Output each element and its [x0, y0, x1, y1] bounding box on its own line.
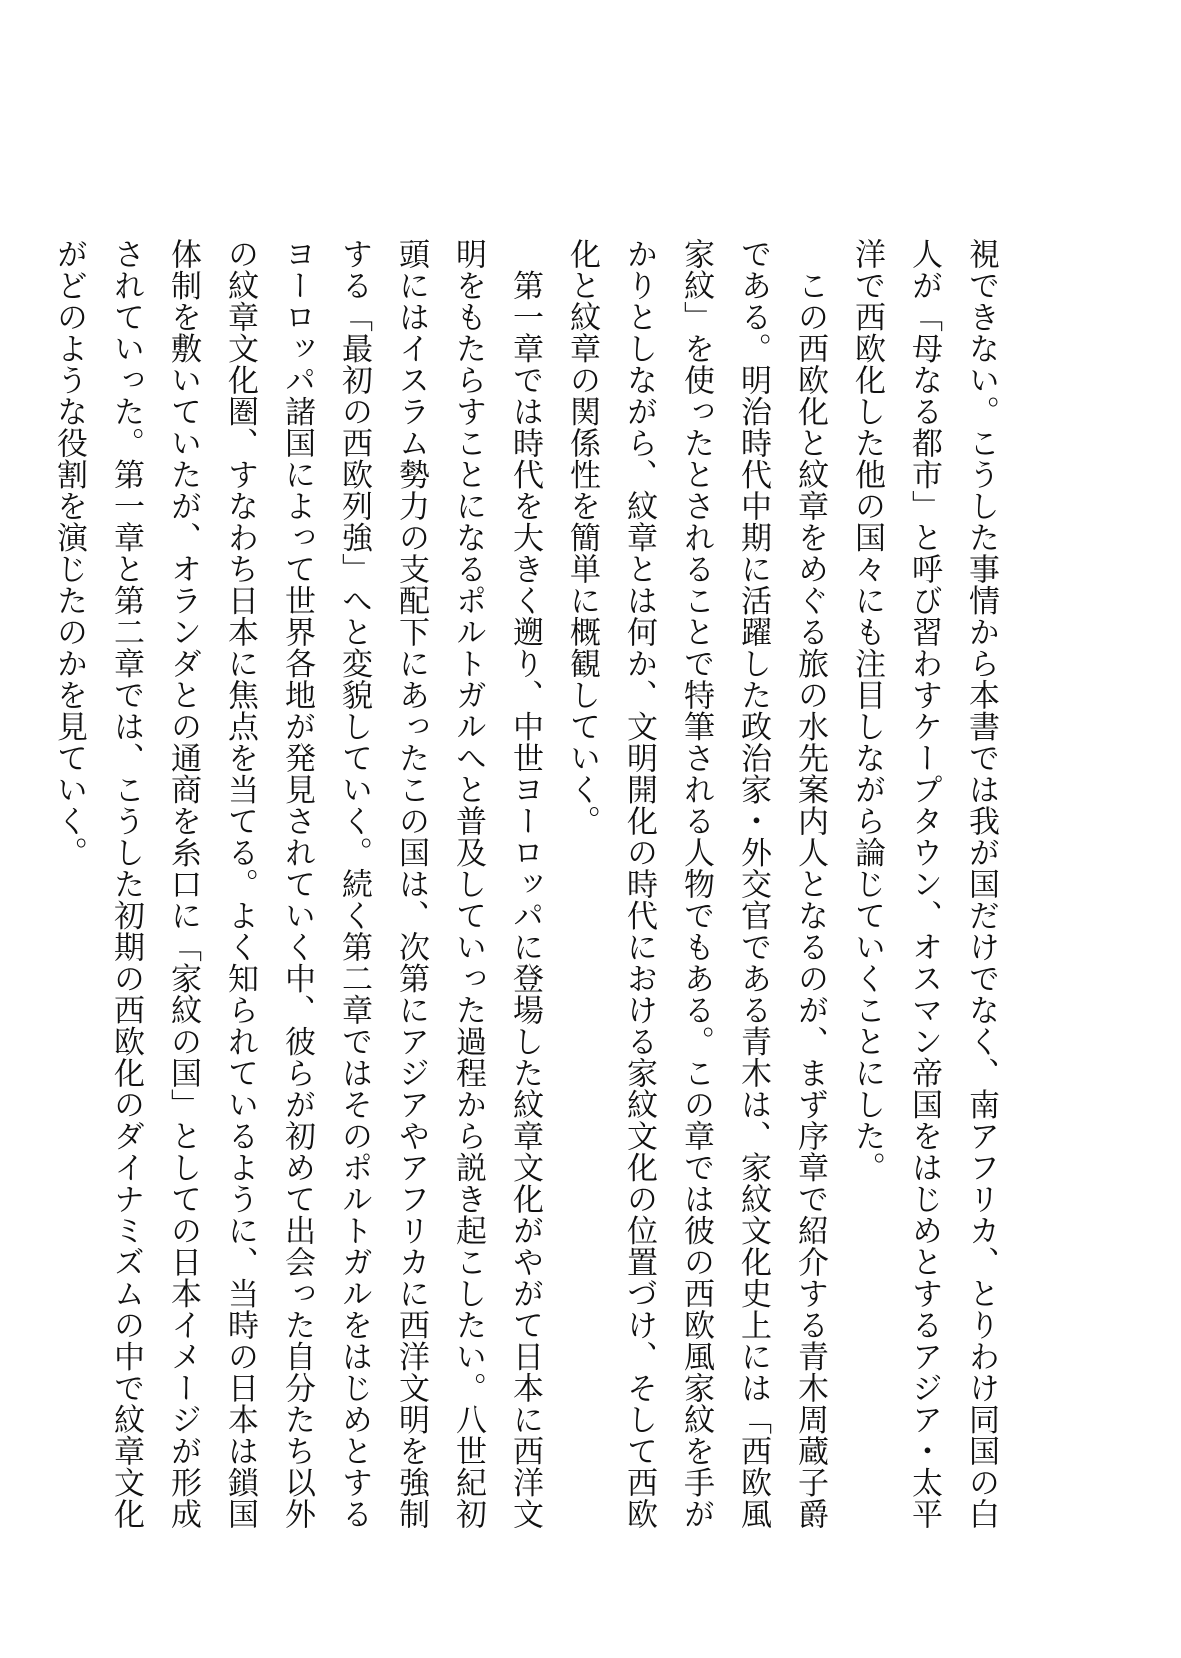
text-line: 洋で西欧化した他の国々にも注目しながら論じていくことにした。 [849, 238, 885, 1183]
text-line: 人が「母なる都市」と呼び習わすケープタウン、オスマン帝国をはじめとするアジア・太平 [906, 238, 942, 1530]
text-line: する「最初の西欧列強」へと変貌していく。続く第二章ではそのポルトガルをはじめとする [336, 238, 372, 1530]
text-line: されていった。第一章と第二章では、こうした初期の西欧化のダイナミズムの中で紋章文化 [108, 238, 144, 1530]
text-line: 化と紋章の関係性を簡単に概観していく。 [564, 238, 600, 837]
text-line: 家紋」を使ったとされることで特筆される人物でもある。この章では彼の西欧風家紋を手が [678, 238, 714, 1530]
text-line: である。明治時代中期に活躍した政治家・外交官である青木は、家紋文化史上には「西欧風 [735, 238, 771, 1530]
text-line: 明をもたらすことになるポルトガルへと普及していった過程から説き起こしたい。八世紀初 [450, 238, 486, 1530]
text-line: 第一章では時代を大きく遡り、中世ヨーロッパに登場した紋章文化がやがて日本に西洋文 [507, 238, 543, 1530]
text-line: この西欧化と紋章をめぐる旅の水先案内人となるのが、まず序章で紹介する青木周蔵子爵 [792, 238, 828, 1530]
body-text [40, 238, 1009, 1530]
text-line: の紋章文化圏、すなわち日本に焦点を当てる。よく知られているように、当時の日本は鎖国 [222, 238, 258, 1530]
text-line: ヨーロッパ諸国によって世界各地が発見されていく中、彼らが初めて出会った自分たち以外 [279, 238, 315, 1530]
text-line: がどのような役割を演じたのかを見ていく。 [51, 238, 87, 868]
text-line: 体制を敷いていたが、オランダとの通商を糸口に「家紋の国」としての日本イメージが形成 [165, 238, 201, 1530]
text-line: かりとしながら、紋章とは何か、文明開化の時代における家紋文化の位置づけ、そして西欧 [621, 238, 657, 1530]
text-line: 頭にはイスラム勢力の支配下にあったこの国は、次第にアジアやアフリカに西洋文明を強制 [393, 238, 429, 1530]
text-line: 視できない。こうした事情から本書では我が国だけでなく、南アフリカ、とりわけ同国の白 [963, 238, 999, 1530]
